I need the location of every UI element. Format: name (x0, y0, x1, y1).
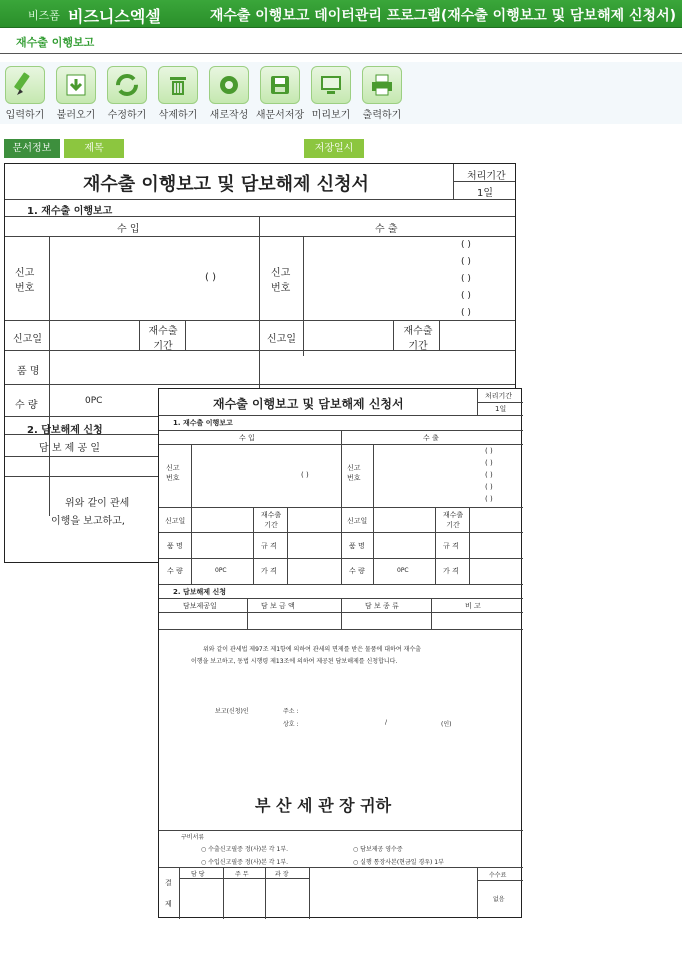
refresh-icon (107, 66, 147, 104)
preview-import-period: 재수출기간 (260, 511, 282, 529)
preview-reporter: 보고(신청)인 (215, 708, 249, 715)
preview-col-note: 비 고 (465, 602, 481, 610)
preview-approve1: 결 (165, 879, 172, 887)
trash-icon (158, 66, 198, 104)
printer-icon (362, 66, 402, 104)
preview-address: 주소 : (283, 708, 299, 715)
breadcrumb (0, 28, 682, 54)
export-date-label: 신고일 (267, 334, 296, 345)
preview-export-qty: 수 량 (349, 567, 365, 575)
preview-import-paren: ( ) (301, 471, 309, 479)
back-body-line1: 위와 같이 관세 (65, 498, 130, 509)
app-title: 재수출 이행보고 데이터관리 프로그램(재수출 이행보고 및 담보해제 신청서) (209, 8, 676, 24)
qty-value[interactable]: 0PC (85, 396, 103, 406)
preview-approve2: 제 (165, 900, 172, 908)
preview-fee-value: 없음 (493, 896, 505, 903)
print-button[interactable]: 출력하기 (357, 66, 407, 121)
save-icon (260, 66, 300, 104)
preview-export-paren-5: ( ) (485, 495, 493, 503)
preview-import-header: 수 입 (239, 434, 255, 442)
new-icon (209, 66, 249, 104)
load-icon (56, 66, 96, 104)
period-value: 1일 (477, 188, 494, 199)
monitor-icon (311, 66, 351, 104)
preview-body-line2: 이행을 보고하고, 동법 시행령 제13조에 의하여 제공된 담보해제를 신청합니다. (191, 658, 398, 665)
import-header: 수 입 (117, 224, 140, 235)
preview-manager: 과 장 (275, 871, 289, 878)
preview-fee-label: 수수료 (489, 872, 507, 879)
preview-slash: / (385, 719, 388, 726)
preview-col-type: 담 보 종 류 (365, 602, 399, 610)
preview-col-amount: 담 보 금 액 (261, 602, 295, 610)
export-report-no-5[interactable]: ( ) (461, 308, 471, 318)
back-body-line2: 이행을 보고하고, (51, 516, 125, 527)
preview-attach2: ○ 담보제공 영수증 (353, 846, 403, 853)
preview-button[interactable]: 미리보기 (306, 66, 356, 121)
preview-recipient: 부 산 세 관 장 귀하 (255, 796, 392, 815)
preview-export-paren-2: ( ) (485, 459, 493, 467)
import-date-label: 신고일 (13, 334, 42, 345)
export-report-no-3[interactable]: ( ) (461, 274, 471, 284)
preview-attach-title: 구비서류 (181, 834, 205, 841)
delete-button[interactable]: 삭제하기 (153, 66, 203, 121)
preview-import-item: 품 명 (167, 542, 183, 550)
load-button[interactable]: 불러오기 (51, 66, 101, 121)
preview-export-qty-value: 0PC (397, 567, 409, 574)
export-header: 수 출 (375, 224, 398, 235)
preview-import-reportno: 신고번호 (166, 464, 180, 482)
preview-body-line1: 위와 같이 관세법 제97조 제1항에 의하여 관세의 면제를 받은 물품에 대하여 재수출 (203, 646, 421, 653)
app-header (0, 0, 682, 28)
preview-seal: (인) (441, 721, 452, 728)
section1-label: 1. 재수출 이행보고 (27, 206, 113, 217)
tab-savedate[interactable]: 저장일시 (304, 139, 364, 158)
brand-small: 비즈폼 (28, 9, 60, 22)
preview-import-date: 신고일 (165, 517, 186, 525)
brand-logo: 비즈니스엑셀 (68, 7, 161, 26)
export-report-no-4[interactable]: ( ) (461, 291, 471, 301)
preview-export-period: 재수출기간 (442, 511, 464, 529)
preview-import-qty-value: 0PC (215, 567, 227, 574)
save-new-button[interactable]: 새문서저장 (255, 66, 305, 121)
import-period-label: 재수출기간 (148, 326, 178, 352)
preview-export-header: 수 출 (423, 434, 439, 442)
export-period-label: 재수출기간 (403, 326, 433, 352)
preview-col-date: 담보제공일 (183, 602, 217, 610)
export-report-no-1[interactable]: ( ) (461, 240, 471, 250)
preview-attach4: ○ 실행 통장사본(현금일 경우) 1부 (353, 859, 444, 866)
preview-title: 재수출 이행보고 및 담보해제 신청서 (213, 397, 404, 411)
back-col-date: 담 보 제 공 일 (39, 443, 101, 454)
preview-section2: 2. 담보해제 신청 (173, 588, 226, 596)
preview-export-date: 신고일 (347, 517, 368, 525)
tab-title[interactable]: 제목 (64, 139, 124, 158)
preview-import-spec: 규 격 (261, 542, 277, 550)
input-button[interactable]: 입력하기 (0, 66, 50, 121)
tab-docinfo[interactable]: 문서정보 (4, 139, 60, 158)
preview-export-paren-1: ( ) (485, 447, 493, 455)
import-report-no-label: 신고번호 (15, 268, 35, 294)
toolbar (0, 62, 682, 124)
form-title: 재수출 이행보고 및 담보해제 신청서 (83, 174, 369, 195)
preview-import-qty: 수 량 (167, 567, 183, 575)
preview-export-spec: 규 격 (443, 542, 459, 550)
export-report-no-2[interactable]: ( ) (461, 257, 471, 267)
preview-staff: 담 당 (191, 871, 205, 878)
preview-section1: 1. 재수출 이행보고 (173, 419, 233, 427)
pencil-icon (5, 66, 45, 104)
export-report-no-label: 신고번호 (271, 268, 291, 294)
preview-export-price: 가 격 (443, 567, 459, 575)
breadcrumb-label[interactable]: 재수출 이행보고 (16, 36, 95, 49)
preview-export-reportno: 신고번호 (347, 464, 361, 482)
preview-chief: 주 무 (235, 871, 249, 878)
import-report-no-value[interactable]: ( ) (205, 272, 216, 283)
edit-button[interactable]: 수정하기 (102, 66, 152, 121)
new-button[interactable]: 새로작성 (204, 66, 254, 121)
preview-period-value: 1일 (495, 405, 507, 413)
preview-attach1: ○ 수출신고필증 정(사)본 각 1부. (201, 846, 289, 853)
preview-export-paren-3: ( ) (485, 471, 493, 479)
preview-import-price: 가 격 (261, 567, 277, 575)
preview-company: 상호 : (283, 721, 299, 728)
period-label: 처리기간 (467, 171, 506, 182)
qty-label: 수 량 (15, 400, 38, 411)
preview-period-label: 처리기간 (485, 392, 513, 400)
preview-export-item: 품 명 (349, 542, 365, 550)
preview-export-paren-4: ( ) (485, 483, 493, 491)
section2-label: 2. 담보해제 신청 (27, 425, 103, 436)
form-preview (158, 388, 522, 918)
preview-attach3: ○ 수입신고필증 정(사)본 각 1부. (201, 859, 289, 866)
item-name-label: 품 명 (17, 366, 40, 377)
